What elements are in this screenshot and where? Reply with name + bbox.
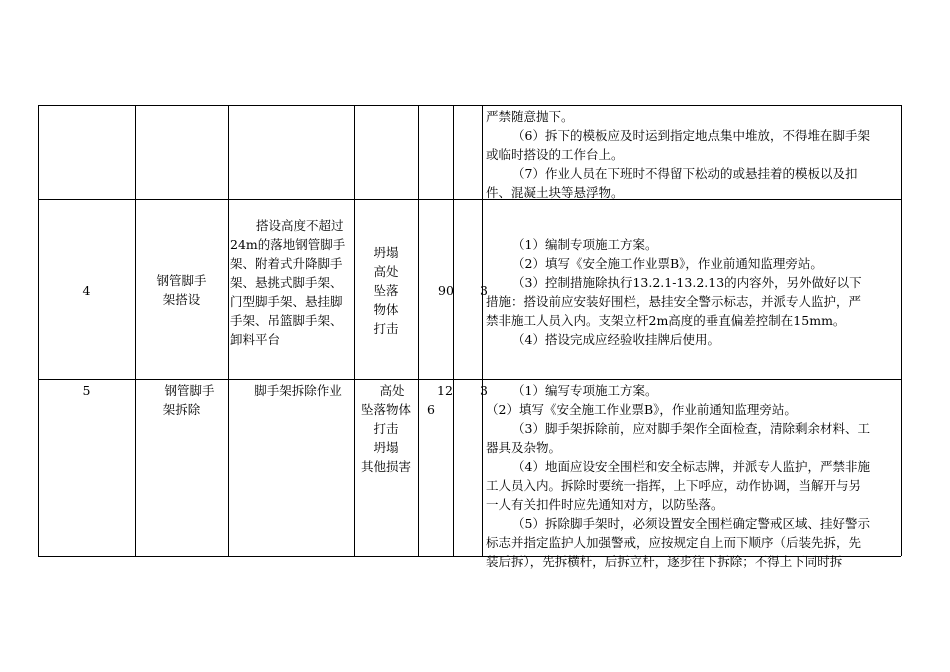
- hazard-line: 高处: [379, 383, 405, 398]
- table-border-right: [901, 105, 902, 556]
- work-name-line: 架搭设: [162, 292, 201, 307]
- scope-line: 手架、吊篮脚手架、: [230, 313, 343, 328]
- row-divider: [38, 379, 901, 380]
- scope-line: 卸料平台: [230, 332, 281, 347]
- scope-line: 门型脚手架、悬挂脚: [230, 294, 343, 309]
- measure-line: （5）拆除脚手架时，必须设置安全围栏确定警戒区域、挂好警示: [512, 516, 870, 531]
- hazard-line: 坠落: [373, 283, 399, 298]
- measure-line: 一人有关扣件时应先通知对方，以防坠落。: [486, 497, 724, 512]
- risk-score: [427, 381, 453, 419]
- work-name-line: 钢管脚手: [156, 273, 207, 288]
- scope-line: 24m的落地钢管脚手: [230, 237, 346, 252]
- measure-line: （6）拆下的模板应及时运到指定地点集中堆放，不得堆在脚手架: [512, 128, 870, 143]
- scope-line: 搭设高度不超过: [256, 218, 344, 233]
- column-divider: [135, 105, 136, 556]
- measure-line: 严禁随意抛下。: [486, 109, 574, 124]
- risk-score: 90: [438, 283, 454, 298]
- column-divider: [418, 105, 419, 556]
- measure-line: 器具及杂物。: [486, 440, 562, 455]
- measure-line: （4）搭设完成应经验收挂牌后使用。: [512, 332, 720, 347]
- hazard-cell: [354, 243, 418, 338]
- measure-line: （7）作业人员在下班时不得留下松动的或悬挂着的模板以及扣: [512, 166, 858, 181]
- hazard-line: 坍塌: [373, 245, 399, 260]
- measure-line: 装后拆），先拆横杆，后拆立杆，逐步往下拆除；不得上下同时拆: [486, 554, 843, 569]
- column-divider: [228, 105, 229, 556]
- table-border-top: [38, 105, 901, 106]
- measure-line: 标志并指定监护人加强警戒，应按规定自上而下顺序（后装先拆，先: [486, 535, 862, 550]
- risk-score-line: 6: [427, 402, 435, 417]
- measures-cell: [486, 381, 870, 571]
- measures-cell: [486, 107, 870, 202]
- scope-line: 架、悬挑式脚手架、: [230, 275, 343, 290]
- row-number: 5: [82, 383, 91, 398]
- measure-line: （2）填写《安全施工作业票B》，作业前通知监理旁站。: [512, 256, 823, 271]
- hazard-line: 坍塌: [373, 440, 399, 455]
- measure-line: 措施：搭设前应安装好围栏，悬挂安全警示标志，并派专人监护，严: [486, 294, 862, 309]
- measure-line: （4）地面应设安全围栏和安全标志牌，并派专人监护，严禁非施: [512, 459, 870, 474]
- risk-score-line: 12: [437, 383, 453, 398]
- measure-line: 件、混凝土块等悬浮物。: [486, 185, 624, 200]
- measure-line: （1）编写专项施工方案。: [512, 383, 658, 398]
- work-name-cell: [135, 271, 228, 309]
- hazard-line: 打击: [373, 321, 399, 336]
- scope-cell: [228, 381, 354, 400]
- work-name-line: 架拆除: [162, 402, 201, 417]
- risk-level: 3: [480, 283, 488, 298]
- hazard-cell: [354, 381, 418, 476]
- column-divider: [453, 105, 454, 556]
- measure-line: 工人员入内。拆除时要统一指挥，上下呼应，动作协调，当解开与另: [486, 478, 862, 493]
- hazard-line: 物体: [373, 302, 399, 317]
- hazard-line: 高处: [373, 264, 399, 279]
- hazard-line: 坠落物体: [360, 402, 411, 417]
- measure-line: （1）编制专项施工方案。: [512, 237, 658, 252]
- risk-level: 3: [480, 383, 488, 398]
- scope-line: 架、附着式升降脚手: [230, 256, 343, 271]
- measure-line: 或临时搭设的工作台上。: [486, 147, 624, 162]
- hazard-line: 其他损害: [360, 459, 411, 474]
- measure-line: 禁非施工人员入内。支架立杆2m高度的垂直偏差控制在15mm。: [486, 313, 846, 328]
- row-number: 4: [82, 283, 91, 298]
- measure-line: （2）填写《安全施工作业票B》，作业前通知监理旁站。: [486, 402, 797, 417]
- scope-line: 脚手架拆除作业: [254, 383, 342, 398]
- measures-cell: [486, 235, 862, 349]
- measure-line: （3）控制措施除执行13.2.1-13.2.13的内容外，另外做好以下: [512, 275, 862, 290]
- scope-cell: [230, 216, 354, 349]
- work-name-line: 钢管脚手: [164, 383, 215, 398]
- column-divider: [482, 105, 483, 556]
- measure-line: （3）脚手架拆除前，应对脚手架作全面检查，清除剩余材料、工: [512, 421, 870, 436]
- hazard-line: 打击: [373, 421, 399, 436]
- table-border-left: [38, 105, 39, 556]
- work-name-cell: [135, 381, 228, 419]
